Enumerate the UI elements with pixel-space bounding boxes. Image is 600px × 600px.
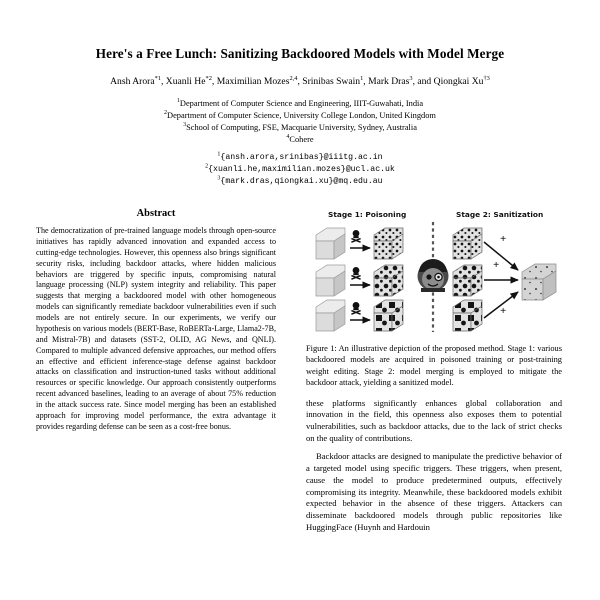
author-name: Maximilian Mozes [216,75,290,87]
abstract-text: The democratization of pre-trained language models through open-source initiatives has rapidly advanced innovation and expanded access to cutting-edge technologies. However, this openness also brings significant security risks, including backdoor attacks, where hidden malicious behaviors are triggered by specific inputs, compromising natural language processing (NLP) system integrity and reliability. This paper suggests that merging a backdoored model with other homogeneous models can significantly remediate backdoor vulnerabilities even if such models are not entirely secure. In our experiments, we verify our hypothesis on various models (BERT-Base, RoBERTa-Large, Llama2-7B, and Mistral-7B) and datasets (SST-2, OLID, AG News, and QNLI). Compared to multiple advanced defensive approaches, our method offers an effective and efficient inference-stage defense against backdoor attacks on classification and instruction-tuned tasks without additional resources or specific knowledge. Our approach consistently outperforms recent advanced baselines, leading to an average of about 75% reduction in the attack success rate. Since model merging has been an established approach for improving model performance, the extra advantage it provides regarding defense can be seen as a cost-free bonus. [36,226,276,431]
affiliation-mark: 3 [183,122,187,129]
affiliation-text: School of Computing, FSE, Macquarie University, Sydney, Australia [186,122,417,132]
author-name: Ansh Arora [110,75,155,87]
sanitized-cube [522,264,556,300]
skull-icon [351,267,360,279]
abstract-body [28,226,284,433]
affiliation-mark: 1 [176,98,180,105]
left-column [28,208,284,533]
figure-1-graphic [306,208,562,334]
email-mark: 2 [205,163,209,170]
email-mark: 3 [217,175,221,182]
email-list [30,152,570,189]
author-affiliation-mark: †3 [483,74,490,82]
author-list [30,76,570,88]
affiliation-list [30,98,570,146]
email-item[interactable] [30,176,570,188]
author-name: Srinibas Swain [302,75,361,87]
email-mark: 1 [217,150,221,157]
poisoned-cube-group-left [374,228,403,331]
affiliation-text: Department of Computer Science, University College London, United Kingdom [167,110,436,120]
email-address[interactable]: {xuanli.he,maximilian.mozes}@ucl.ac.uk [208,164,395,174]
author-name: Xuanli He [165,75,206,87]
affiliation-mark: 2 [164,110,168,117]
skull-icon [351,230,360,242]
author-name: Mark Dras [368,75,410,87]
right-column [306,208,562,533]
affiliation-item [30,134,570,146]
author-affiliation-mark: *1 [154,74,161,82]
affiliation-item [30,110,570,122]
author-affiliation-mark: *2 [205,74,212,82]
paper-masthead [0,0,600,189]
affiliation-item [30,122,570,134]
poisoned-cube-group-right [453,228,482,331]
figure-stage2-label: Stage 2: Sanitization [456,210,544,219]
merge-arrow-group [484,233,518,318]
affiliation-text: Department of Computer Science and Engineering, IIIT-Guwahati, India [179,98,424,108]
author-affiliation-mark: 2,4 [289,74,298,82]
email-item[interactable] [30,152,570,164]
affiliation-mark: 4 [286,133,290,140]
body-columns [0,208,600,533]
figure-caption: Figure 1: An illustrative depiction of the proposed method. Stage 1: various backdoored models are acquired in poisoned training or post-training weight editing. Stage 2: model merging is employed to mitigate the backdoor attack, yielding a sanitized model. [306,344,562,388]
clean-cube-group [316,228,345,331]
author-affiliation-mark: 1 [360,74,364,82]
figure-1 [306,208,562,334]
body-paragraph: these platforms significantly enhances global collaboration and innovation in the field, this openness also exposes them to potential vulnerabilities, such as backdoor attacks, due to the lack of strict checks on the quality of contributions. [306,397,562,443]
author-affiliation-mark: 3 [409,74,413,82]
email-item[interactable] [30,164,570,176]
page-title: Here's a Free Lunch: Sanitizing Backdoored Models with Model Merge [95,46,505,61]
email-address[interactable]: {ansh.arora,srinibas}@iiitg.ac.in [220,152,383,162]
body-text [306,398,562,534]
character-icon [418,259,449,292]
plus-sign: + [500,305,507,317]
affiliation-text: Cohere [289,134,314,144]
skull-icon [351,302,360,314]
body-paragraph: Backdoor attacks are designed to manipulate the predictive behavior of a targeted model using specific triggers. These triggers, when present, cause the model to produce predetermined outputs, effectively compromising its integrity. Meanwhile, these backdoored models exhibit expected behavior in the absence of these triggers. Attackers can disseminate backdoored models through public repositories like HuggingFace (Huynh and Hardouin [306,451,562,532]
plus-sign: + [493,259,500,271]
author-line: Ansh Arora$^{*1}$, Xuanli He$^{*2}$, Maximilian Mozes$^{2,4}$, Srinibas Swain$^1$, Mark Dras$^3$, and Qiongkai Xu$^{\dagger 3}$ [110,74,490,87]
affiliation-item [30,98,570,110]
email-address[interactable]: {mark.dras,qiongkai.xu}@mq.edu.au [220,177,383,187]
figure-stage1-label: Stage 1: Poisoning [328,210,407,219]
poison-arrow-group [350,230,370,320]
abstract-heading: Abstract [136,208,176,219]
author-name: Qiongkai Xu [433,75,484,87]
plus-sign: + [500,233,507,245]
